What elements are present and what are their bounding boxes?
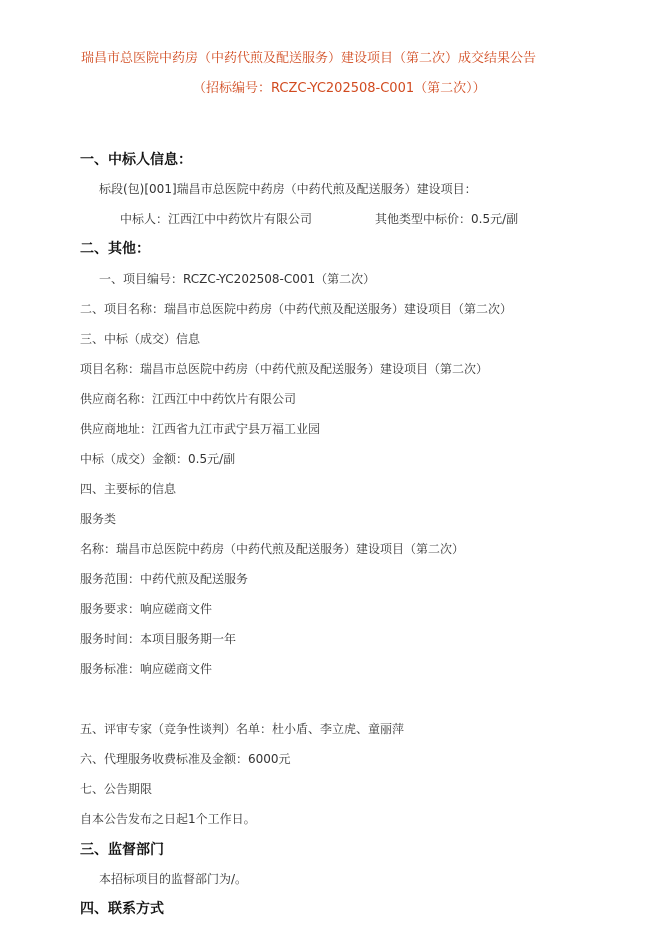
section-heading-winner-info: 一、中标人信息： (80, 152, 192, 168)
list-item: 一、项目编号：RCZC-YC202508-C001（第二次） (99, 272, 376, 286)
list-item: 供应商地址：江西省九江市武宁县万福工业园 (80, 422, 321, 436)
list-item: 供应商名称：江西江中中药饮片有限公司 (80, 392, 297, 406)
winning-price: 其他类型中标价：0.5元/副 (375, 212, 519, 226)
list-item: 服务范围：中药代煎及配送服务 (80, 572, 249, 586)
lot-line: 标段(包)[001]瑞昌市总医院中药房（中药代煎及配送服务）建设项目： (99, 182, 477, 196)
notice-title: 瑞昌市总医院中药房（中药代煎及配送服务）建设项目（第二次）成交结果公告 (81, 51, 537, 66)
supervision-text: 本招标项目的监督部门为/。 (99, 872, 248, 886)
winner-name: 中标人：江西江中中药饮片有限公司 (120, 212, 313, 226)
list-item: 服务时间：本项目服务期一年 (80, 632, 237, 646)
list-item: 自本公告发布之日起1个工作日。 (80, 812, 256, 826)
section-heading-contact: 四、联系方式 (80, 901, 164, 917)
list-item: 六、代理服务收费标准及金额：6000元 (80, 752, 291, 766)
list-item: 服务要求：响应磋商文件 (80, 602, 213, 616)
list-item: 项目名称：瑞昌市总医院中药房（中药代煎及配送服务）建设项目（第二次） (80, 362, 489, 376)
tender-number: （招标编号：RCZC-YC202508-C001（第二次）） (193, 81, 486, 96)
list-item: 服务类 (80, 512, 117, 526)
list-item: 服务标准：响应磋商文件 (80, 662, 213, 676)
list-item: 二、项目名称：瑞昌市总医院中药房（中药代煎及配送服务）建设项目（第二次） (80, 302, 513, 316)
section-heading-supervision: 三、监督部门 (80, 842, 164, 858)
list-item: 三、中标（成交）信息 (80, 332, 201, 346)
list-item: 五、评审专家（竞争性谈判）名单：杜小盾、李立虎、童丽萍 (80, 722, 405, 736)
list-item: 四、主要标的信息 (80, 482, 177, 496)
list-item: 中标（成交）金额：0.5元/副 (80, 452, 236, 466)
list-item: 名称：瑞昌市总医院中药房（中药代煎及配送服务）建设项目（第二次） (80, 542, 465, 556)
list-item: 七、公告期限 (80, 782, 153, 796)
section-heading-other: 二、其他： (80, 241, 150, 257)
